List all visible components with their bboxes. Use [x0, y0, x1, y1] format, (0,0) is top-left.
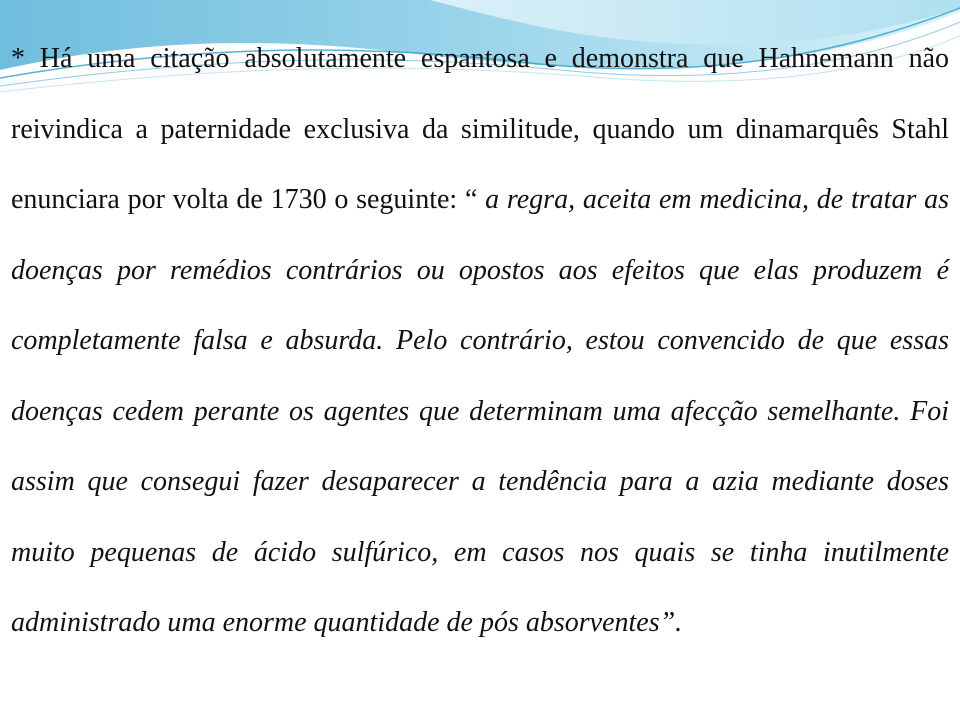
intro-text: * Há uma citação absolutamente espantosa e demonstra que Hahnemann não reivindica a paternidade exclusiva da similitude, quando um dinamarquês Stahl enunciara por volta de 1730 o seguinte: “ [11, 43, 949, 215]
stahl-quote: a regra, aceita em medicina, de tratar as doenças por remédios contrários ou opostos aos efeitos que elas produzem é completamente falsa e absurda. Pelo contrário, estou convencido de que essas doenças cedem perante os agentes que determinam uma afecção semelhante. Foi assim que consegui fazer desaparecer a tendência para a azia mediante doses muito pequenas de ácido sulfúrico, em casos nos quais se tinha inutilmente administrado uma enorme quantidade de pós absorventes”. [11, 184, 949, 638]
slide-body-text [11, 24, 949, 659]
